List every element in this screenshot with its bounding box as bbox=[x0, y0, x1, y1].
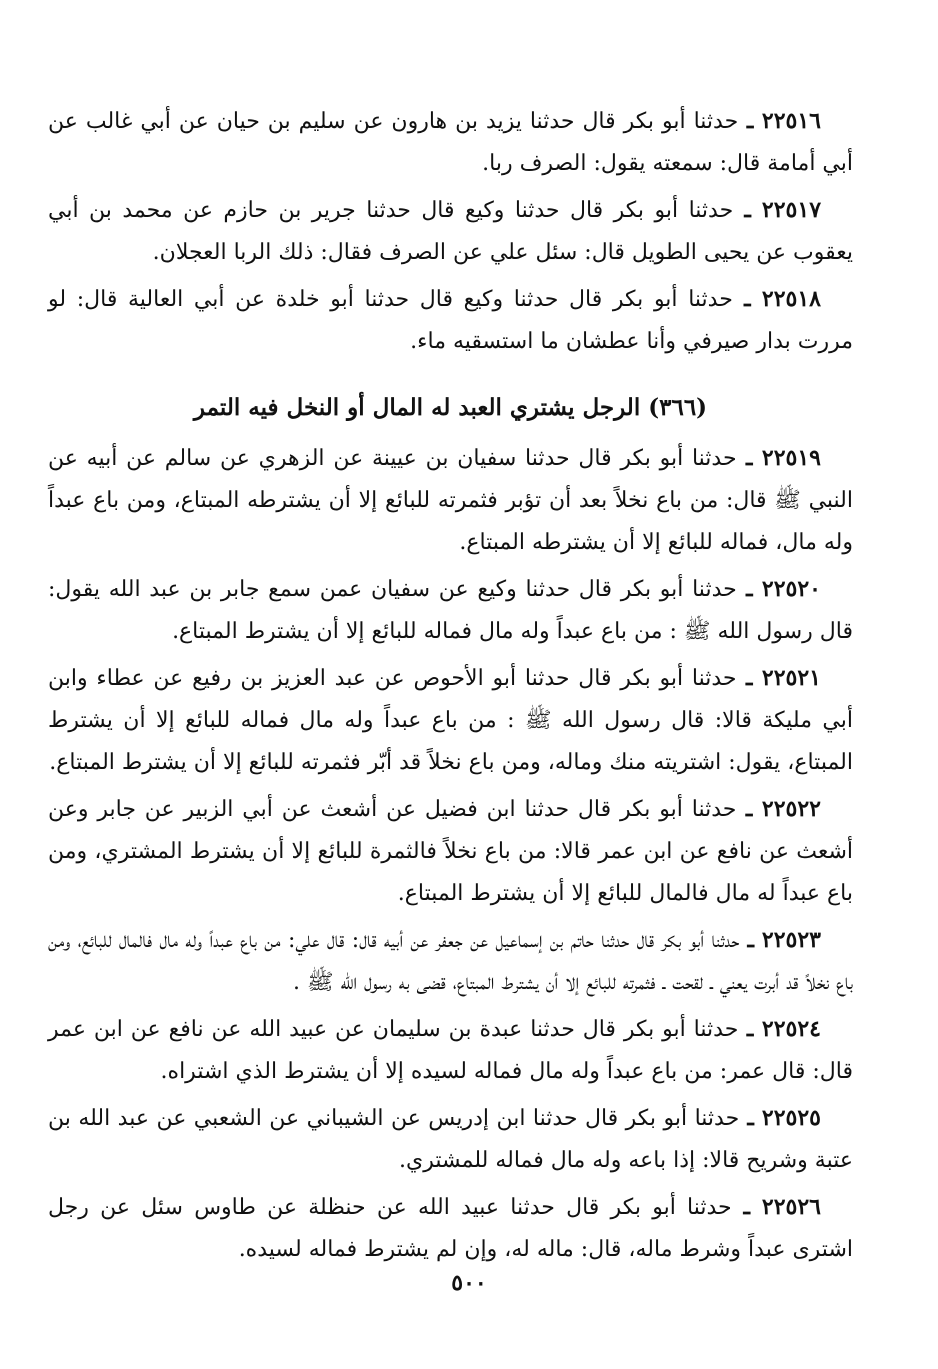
hadith-paragraph bbox=[48, 1186, 853, 1271]
hadith-number: ٢٢٥٢٦ bbox=[761, 1194, 821, 1220]
hadith-text: حدثنا أبو بكر قال حدثنا يزيد بن هارون عن سليم بن حيان عن أبي غالب عن أبي أمامة قال: سمعته يقول: الصرف ربا. bbox=[48, 109, 853, 176]
hadith-number: ٢٢٥١٩ bbox=[761, 445, 821, 471]
hadith-paragraph bbox=[48, 1008, 853, 1093]
hadith-paragraph bbox=[48, 437, 853, 564]
hadith-number: ٢٢٥٢١ bbox=[761, 665, 821, 691]
separator-dash: ـ bbox=[736, 665, 762, 691]
separator-dash: ـ bbox=[738, 1016, 762, 1042]
hadith-paragraph bbox=[48, 657, 853, 784]
hadith-paragraph bbox=[48, 100, 853, 185]
hadith-text: حدثنا أبو بكر قال حدثنا أبو الأحوص عن عبد العزيز بن رفيع عن عطاء وابن أبي مليكة قالا: قال رسول الله ﷺ : من باع عبداً وله مال فماله للبائع إلا أن يشترط المبتاع، يقول: اشتريته منك وماله، ومن باع نخلاً قد أبّر فثمرته للبائع إلا أن يشترط المبتاع. bbox=[48, 666, 853, 775]
hadith-number: ٢٢٥٢٣ bbox=[761, 927, 821, 953]
hadith-number: ٢٢٥١٨ bbox=[761, 286, 821, 312]
hadith-text: حدثنا أبو بكر قال حدثنا وكيع قال حدثنا أبو خلدة عن أبي العالية قال: لو مررت بدار صيرفي وأنا عطشان ما استسقيه ماء. bbox=[48, 287, 853, 354]
separator-dash: ـ bbox=[739, 1105, 762, 1131]
hadith-paragraph bbox=[48, 788, 853, 915]
separator-dash: ـ bbox=[732, 286, 762, 312]
hadith-text: حدثنا أبو بكر قال حدثنا حاتم بن إسماعيل عن جعفر عن أبيه قال: قال علي: من باع عبداً وله مال فالمال للبائع، ومن باع نخلاً قد أبرت يعني ـ لقحت ـ فثمرته للبائع إلا أن يشترط المبتاع، قضى به رسول الله ﷺ . bbox=[48, 928, 853, 995]
separator-dash: ـ bbox=[736, 576, 762, 602]
hadith-number: ٢٢٥٢٢ bbox=[761, 796, 821, 822]
hadith-text: حدثنا أبو بكر قال حدثنا عبدة بن سليمان عن عبيد الله عن نافع عن ابن عمر قال: قال عمر: من باع عبداً وله مال فماله لسيده إلا أن يشترط الذي اشتراه. bbox=[48, 1017, 853, 1084]
separator-dash: ـ bbox=[736, 445, 762, 471]
hadith-number: ٢٢٥٢٠ bbox=[761, 576, 821, 602]
separator-dash: ـ bbox=[739, 927, 762, 953]
hadith-text: حدثنا أبو بكر قال حدثنا ابن إدريس عن الشيباني عن الشعبي عن عبد الله بن عتبة وشريح قالا: إذا باعه وله مال فماله للمشتري. bbox=[48, 1106, 853, 1173]
hadith-text: حدثنا أبو بكر قال حدثنا ابن فضيل عن أشعث عن أبي الزبير عن جابر وعن أشعث عن نافع عن ابن عمر قالا: من باع نخلاً فالثمرة للبائع إلا أن يشترط المشتري، ومن باع عبداً له مال فالمال للبائع إلا أن يشترط المبتاع. bbox=[48, 797, 853, 906]
hadith-paragraph bbox=[48, 919, 853, 1004]
hadith-number: ٢٢٥١٧ bbox=[761, 197, 822, 223]
hadith-paragraph bbox=[48, 1097, 853, 1182]
hadith-number: ٢٢٥١٦ bbox=[761, 108, 821, 134]
separator-dash: ـ bbox=[736, 796, 762, 822]
chapter-title: (٣٦٦) الرجل يشتري العبد له المال أو النخل فيه التمر bbox=[193, 394, 708, 421]
hadith-text: حدثنا أبو بكر قال حدثنا عبيد الله عن حنظلة عن طاوس سئل عن رجل اشترى عبداً وشرط ماله، قال: ماله له، وإن لم يشترط فماله لسيده. bbox=[48, 1195, 853, 1262]
separator-dash: ـ bbox=[738, 108, 762, 134]
hadith-paragraph bbox=[48, 189, 853, 274]
hadith-paragraph bbox=[48, 278, 853, 363]
document-page bbox=[48, 100, 853, 1275]
hadith-text: حدثنا أبو بكر قال حدثنا وكيع عن سفيان عمن سمع جابر بن عبد الله يقول: قال رسول الله ﷺ : من باع عبداً وله مال فماله للبائع إلا أن يشترط المبتاع. bbox=[48, 577, 853, 644]
hadith-number: ٢٢٥٢٥ bbox=[761, 1105, 821, 1131]
hadith-text: حدثنا أبو بكر قال حدثنا وكيع قال حدثنا جرير بن حازم عن محمد بن أبي يعقوب عن يحيى الطويل قال: سئل علي عن الصرف فقال: ذلك الربا العجلان. bbox=[48, 198, 853, 265]
hadith-paragraph bbox=[48, 568, 853, 653]
hadith-number: ٢٢٥٢٤ bbox=[761, 1016, 821, 1042]
separator-dash: ـ bbox=[731, 1194, 762, 1220]
page-number: ٥٠٠ bbox=[451, 1270, 487, 1296]
hadith-text: حدثنا أبو بكر قال حدثنا سفيان بن عيينة عن الزهري عن سالم عن أبيه عن النبي ﷺ قال: من باع نخلاً بعد أن تؤبر فثمرته للبائع إلا أن يشترطه المبتاع، ومن باع عبداً وله مال، فماله للبائع إلا أن يشترطه المبتاع. bbox=[48, 446, 853, 555]
separator-dash: ـ bbox=[733, 197, 762, 223]
